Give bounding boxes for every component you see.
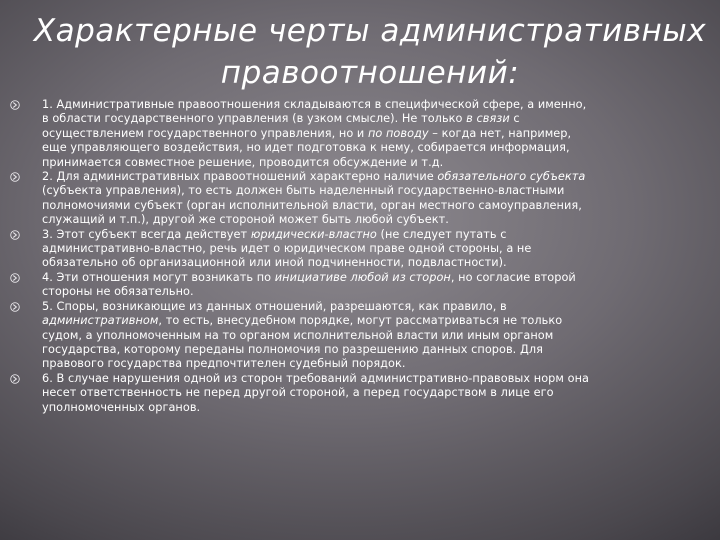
text-line	[42, 127, 716, 141]
circled-arrow-icon	[10, 273, 20, 283]
text-run: осуществлением государственного управления, но и	[42, 126, 368, 140]
emphasis-text: административном	[42, 314, 159, 328]
text-line	[42, 285, 716, 299]
list-item	[10, 228, 716, 271]
circled-arrow-icon	[10, 374, 20, 384]
list-item-text	[42, 300, 716, 372]
emphasis-text: инициативе любой из сторон	[274, 270, 451, 284]
emphasis-text: юридически-властно	[250, 227, 377, 241]
text-run: 3. Этот субъект всегда действует	[42, 227, 251, 241]
text-run: с	[509, 112, 520, 126]
circled-arrow-icon	[10, 302, 20, 312]
circled-arrow-glyph	[10, 273, 20, 283]
text-line	[42, 242, 716, 256]
list-item	[10, 300, 716, 372]
circled-arrow-glyph	[10, 172, 20, 182]
text-line	[42, 184, 716, 198]
circled-arrow-icon	[10, 100, 20, 110]
text-run: судом, а уполномоченным на то органом исполнительной власти или иным органом	[42, 328, 554, 342]
circled-arrow-glyph	[10, 100, 20, 110]
text-run: принимается совместное решение, проводится обсуждение и т.д.	[42, 155, 444, 169]
circled-arrow-icon	[10, 230, 20, 240]
text-run: полномочиями субъект (орган исполнительной власти, орган местного самоуправления,	[42, 198, 582, 212]
text-run: служащий и т.п.), другой же стороной может быть любой субъект.	[42, 213, 449, 227]
characteristics-list	[10, 98, 716, 415]
text-run: государства, которому переданы полномочия по разрешению данных споров. Для	[42, 342, 543, 356]
text-run: 2. Для административных правоотношений характерно наличие	[42, 170, 438, 184]
text-line	[42, 314, 716, 328]
text-run: 6. В случае нарушения одной из сторон требований административно-правовых норм она	[42, 371, 589, 385]
circled-arrow-glyph	[10, 230, 20, 240]
text-run: (субъекта управления), то есть должен быть наделенный государственно-властными	[42, 184, 565, 198]
text-run: , но согласие второй	[450, 270, 576, 284]
text-line	[42, 228, 716, 242]
text-line	[42, 112, 716, 126]
text-line	[42, 141, 716, 155]
text-run: 1. Административные правоотношения складываются в специфической сфере, а именно,	[42, 98, 587, 111]
text-line	[42, 300, 716, 314]
list-item-text	[42, 98, 716, 170]
list-item	[10, 271, 716, 300]
text-line	[42, 98, 716, 112]
list-item	[10, 170, 716, 228]
text-line	[42, 329, 716, 343]
text-run: (не следует путать с	[376, 227, 507, 241]
text-line	[42, 386, 716, 400]
emphasis-text: в связи	[466, 112, 510, 126]
text-run: обязательно об организационной или иной подчиненности, подвластности).	[42, 256, 507, 270]
text-run: 5. Споры, возникающие из данных отношений, разрешаются, как правило, в	[42, 299, 507, 313]
text-line	[42, 357, 716, 371]
list-item-text	[42, 170, 716, 228]
text-line	[42, 343, 716, 357]
text-run: несет ответственность не перед другой стороной, а перед государством в лице его	[42, 386, 554, 400]
text-run: стороны не обязательно.	[42, 285, 194, 299]
list-item-text	[42, 372, 716, 415]
text-line	[42, 199, 716, 213]
text-run: в области государственного управления (в узком смысле). Не только	[42, 112, 467, 126]
text-run: административно-властно, речь идет о юридическом праве одной стороны, а не	[42, 242, 532, 256]
text-run: , то есть, внесудебном порядке, могут рассматриваться не только	[158, 314, 563, 328]
emphasis-text: по поводу	[367, 126, 429, 140]
text-run: 4. Эти отношения могут возникать по	[42, 270, 275, 284]
list-item-text	[42, 228, 716, 271]
text-line	[42, 271, 716, 285]
text-run: уполномоченных органов.	[42, 400, 201, 414]
text-line	[42, 372, 716, 386]
circled-arrow-glyph	[10, 302, 20, 312]
text-line	[42, 170, 716, 184]
circled-arrow-glyph	[10, 374, 20, 384]
text-line	[42, 401, 716, 415]
emphasis-text: обязательного субъекта	[437, 170, 586, 184]
text-line	[42, 156, 716, 170]
title-line-1: Характерные черты административных	[33, 13, 707, 49]
list-item	[10, 372, 716, 415]
slide-title	[20, 10, 720, 94]
text-line	[42, 256, 716, 270]
text-line	[42, 213, 716, 227]
text-run: еще управляющего воздействия, но идет подготовка к нему, собирается информация,	[42, 141, 570, 155]
circled-arrow-icon	[10, 172, 20, 182]
list-item-text	[42, 271, 716, 300]
title-line-2: правоотношений:	[220, 55, 520, 91]
text-run: – когда нет, например,	[428, 126, 572, 140]
list-item	[10, 98, 716, 170]
text-run: правового государства предпочтителен судебный порядок.	[42, 357, 406, 371]
